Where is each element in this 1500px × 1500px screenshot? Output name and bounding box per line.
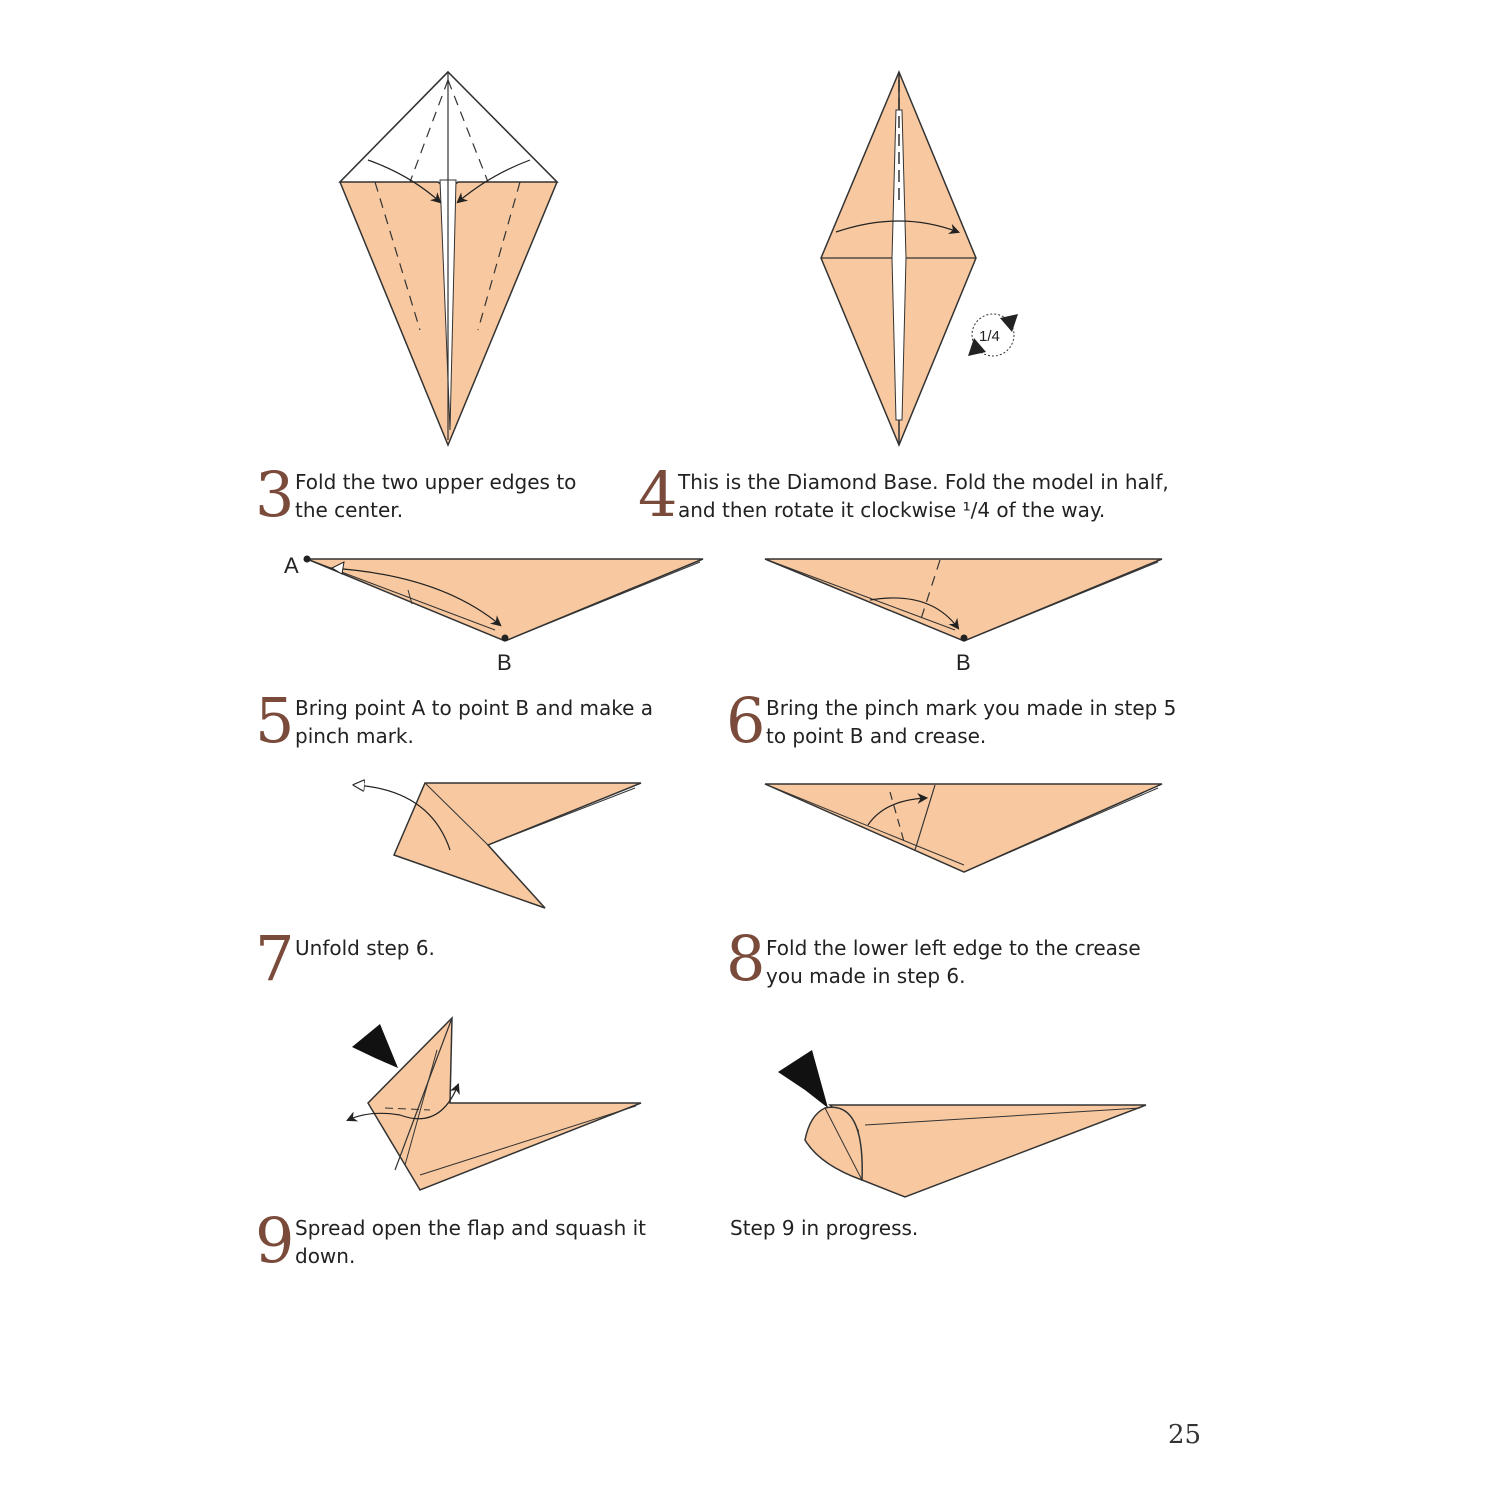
step-number: 3 (255, 458, 295, 531)
step-text-line2: down. (295, 1244, 356, 1268)
step-text-line2: the center. (295, 498, 404, 522)
step-text-line1: This is the Diamond Base. Fold the model in half, (678, 470, 1169, 494)
step-number: 8 (726, 922, 766, 995)
step9-diagram (348, 1018, 641, 1190)
step-text-line1: Unfold step 6. (295, 936, 435, 960)
point-a-label: A (284, 553, 299, 578)
step-number: 4 (638, 458, 678, 531)
step-text-line2: and then rotate it clockwise ¹/4 of the way. (678, 498, 1106, 522)
step-text-line1: Step 9 in progress. (730, 1216, 919, 1240)
step6-diagram (765, 559, 1162, 675)
point-b-label-step6: B (956, 650, 971, 675)
step4-diagram (821, 72, 1018, 445)
step-number: 9 (255, 1204, 295, 1277)
page-number: 25 (1168, 1420, 1202, 1450)
step-text-line1: Bring the pinch mark you made in step 5 (766, 696, 1177, 720)
step-text-line1: Bring point A to point B and make a (295, 696, 654, 720)
step3-diagram (340, 72, 557, 445)
step-number: 6 (726, 684, 766, 757)
point-b-label-step5: B (497, 650, 512, 675)
step-text-line2: pinch mark. (295, 724, 414, 748)
step-number: 5 (255, 684, 295, 757)
step-text-line1: Fold the two upper edges to (295, 470, 577, 494)
step-text-line2: you made in step 6. (766, 964, 966, 988)
step-number: 7 (255, 922, 295, 995)
step-text-line1: Spread open the flap and squash it (295, 1216, 647, 1240)
step5-diagram (284, 553, 703, 675)
step8-diagram (765, 784, 1162, 872)
step7-diagram (355, 783, 641, 908)
rotation-label: 1/4 (979, 328, 1000, 345)
step9-progress-diagram (778, 1050, 1146, 1197)
step-text-line1: Fold the lower left edge to the crease (766, 936, 1141, 960)
step-text-line2: to point B and crease. (766, 724, 987, 748)
